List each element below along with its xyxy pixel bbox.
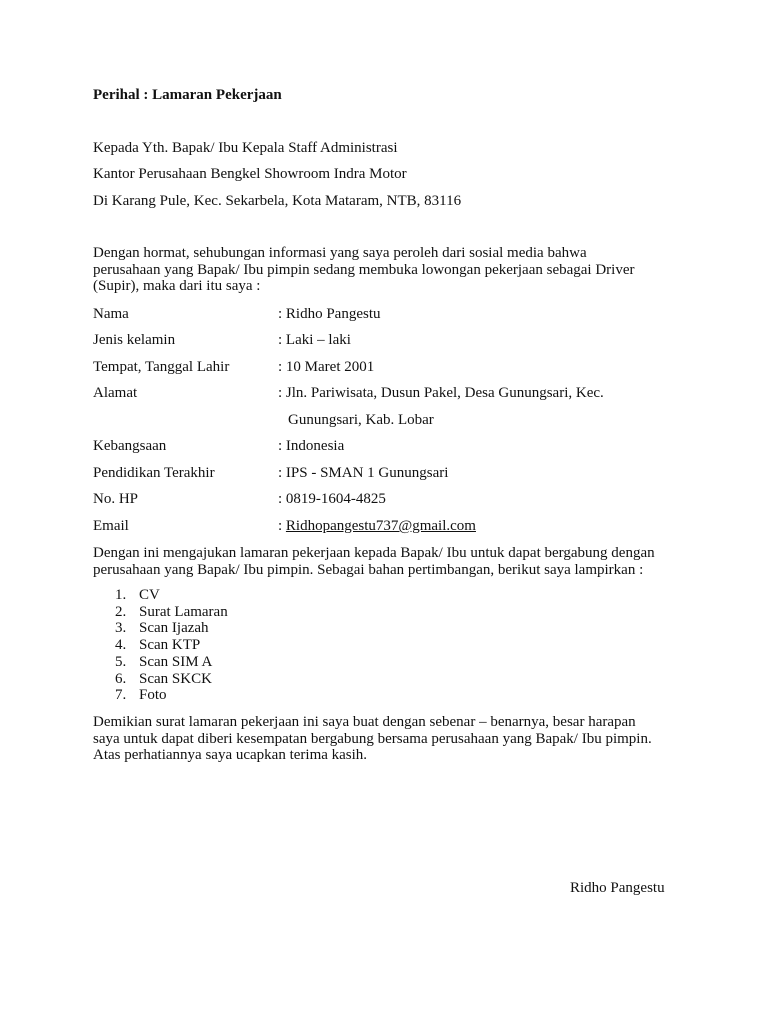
list-item-number: 6. [115,670,127,687]
list-item [115,637,228,654]
list-item-label: Scan SKCK [139,670,212,687]
list-item-number: 4. [115,637,127,654]
list-item-label: CV [139,587,160,603]
signature-name: Ridho Pangestu [570,880,665,896]
detail-value: : 0819-1604-4825 [278,491,386,507]
email-link[interactable]: Ridhopangestu737@gmail.com [285,518,476,534]
closing-paragraph [93,714,683,764]
detail-label: Tempat, Tanggal Lahir [93,359,230,375]
list-item-label: Scan KTP [139,637,201,654]
recipient-line-1: Kepada Yth. Bapak/ Ibu Kepala Staff Administrasi [93,140,398,156]
list-item [115,671,228,688]
application-paragraph [93,545,683,578]
list-item [115,687,228,704]
list-item [115,654,228,671]
detail-value [278,518,476,535]
closing-line-3: Atas perhatiannya saya ucapkan terima kasih. [93,747,368,764]
detail-value: : Jln. Pariwisata, Dusun Pakel, Desa Gunungsari, Kec. [278,385,604,401]
list-item-label: Foto [139,687,167,704]
opening-line-1: Dengan hormat, sehubungan informasi yang saya peroleh dari sosial media bahwa [93,245,587,261]
opening-line-2: perusahaan yang Bapak/ Ibu pimpin sedang membuka lowongan pekerjaan sebagai Driver [93,261,635,278]
list-item-label: Scan Ijazah [139,620,209,637]
list-item [115,620,228,637]
closing-line-1: Demikian surat lamaran pekerjaan ini saya buat dengan sebenar – benarnya, besar harapan [93,714,636,730]
detail-value: : Indonesia [278,438,345,454]
detail-label: Kebangsaan [93,438,167,454]
list-item [115,604,228,621]
list-item-number: 2. [115,603,127,620]
list-item-number: 3. [115,620,127,637]
detail-value: : Laki – laki [278,332,351,348]
detail-label: Nama [93,306,129,322]
application-line-2: perusahaan yang Bapak/ Ibu pimpin. Sebagai bahan pertimbangan, berikut saya lampirkan : [93,561,644,578]
detail-label: Alamat [93,385,138,401]
list-item-label: Scan SIM A [139,653,213,670]
attachment-list [115,587,228,704]
list-item-number: 1. [115,587,127,603]
application-line-1: Dengan ini mengajukan lamaran pekerjaan kepada Bapak/ Ibu untuk dapat bergabung dengan [93,545,655,561]
list-item [115,587,228,604]
detail-label: No. HP [93,491,139,507]
detail-value: Gunungsari, Kab. Lobar [288,412,434,428]
detail-value: : Ridho Pangestu [278,306,381,322]
detail-value: : IPS - SMAN 1 Gunungsari [278,465,449,481]
detail-label: Email [93,518,129,534]
list-item-number: 5. [115,653,127,670]
detail-value: : 10 Maret 2001 [278,359,375,375]
detail-label: Jenis kelamin [93,332,176,348]
subject-line: Perihal : Lamaran Pekerjaan [93,87,282,103]
opening-paragraph [93,245,683,295]
list-item-label: Surat Lamaran [139,603,228,620]
list-item-number: 7. [115,687,127,704]
recipient-line-3: Di Karang Pule, Kec. Sekarbela, Kota Mataram, NTB, 83116 [93,193,462,209]
detail-label: Pendidikan Terakhir [93,465,215,481]
email-prefix: : [278,518,286,534]
recipient-line-2: Kantor Perusahaan Bengkel Showroom Indra Motor [93,166,407,182]
closing-line-2: saya untuk dapat diberi kesempatan bergabung bersama perusahaan yang Bapak/ Ibu pimpin. [93,730,652,747]
opening-line-3: (Supir), maka dari itu saya : [93,278,261,295]
